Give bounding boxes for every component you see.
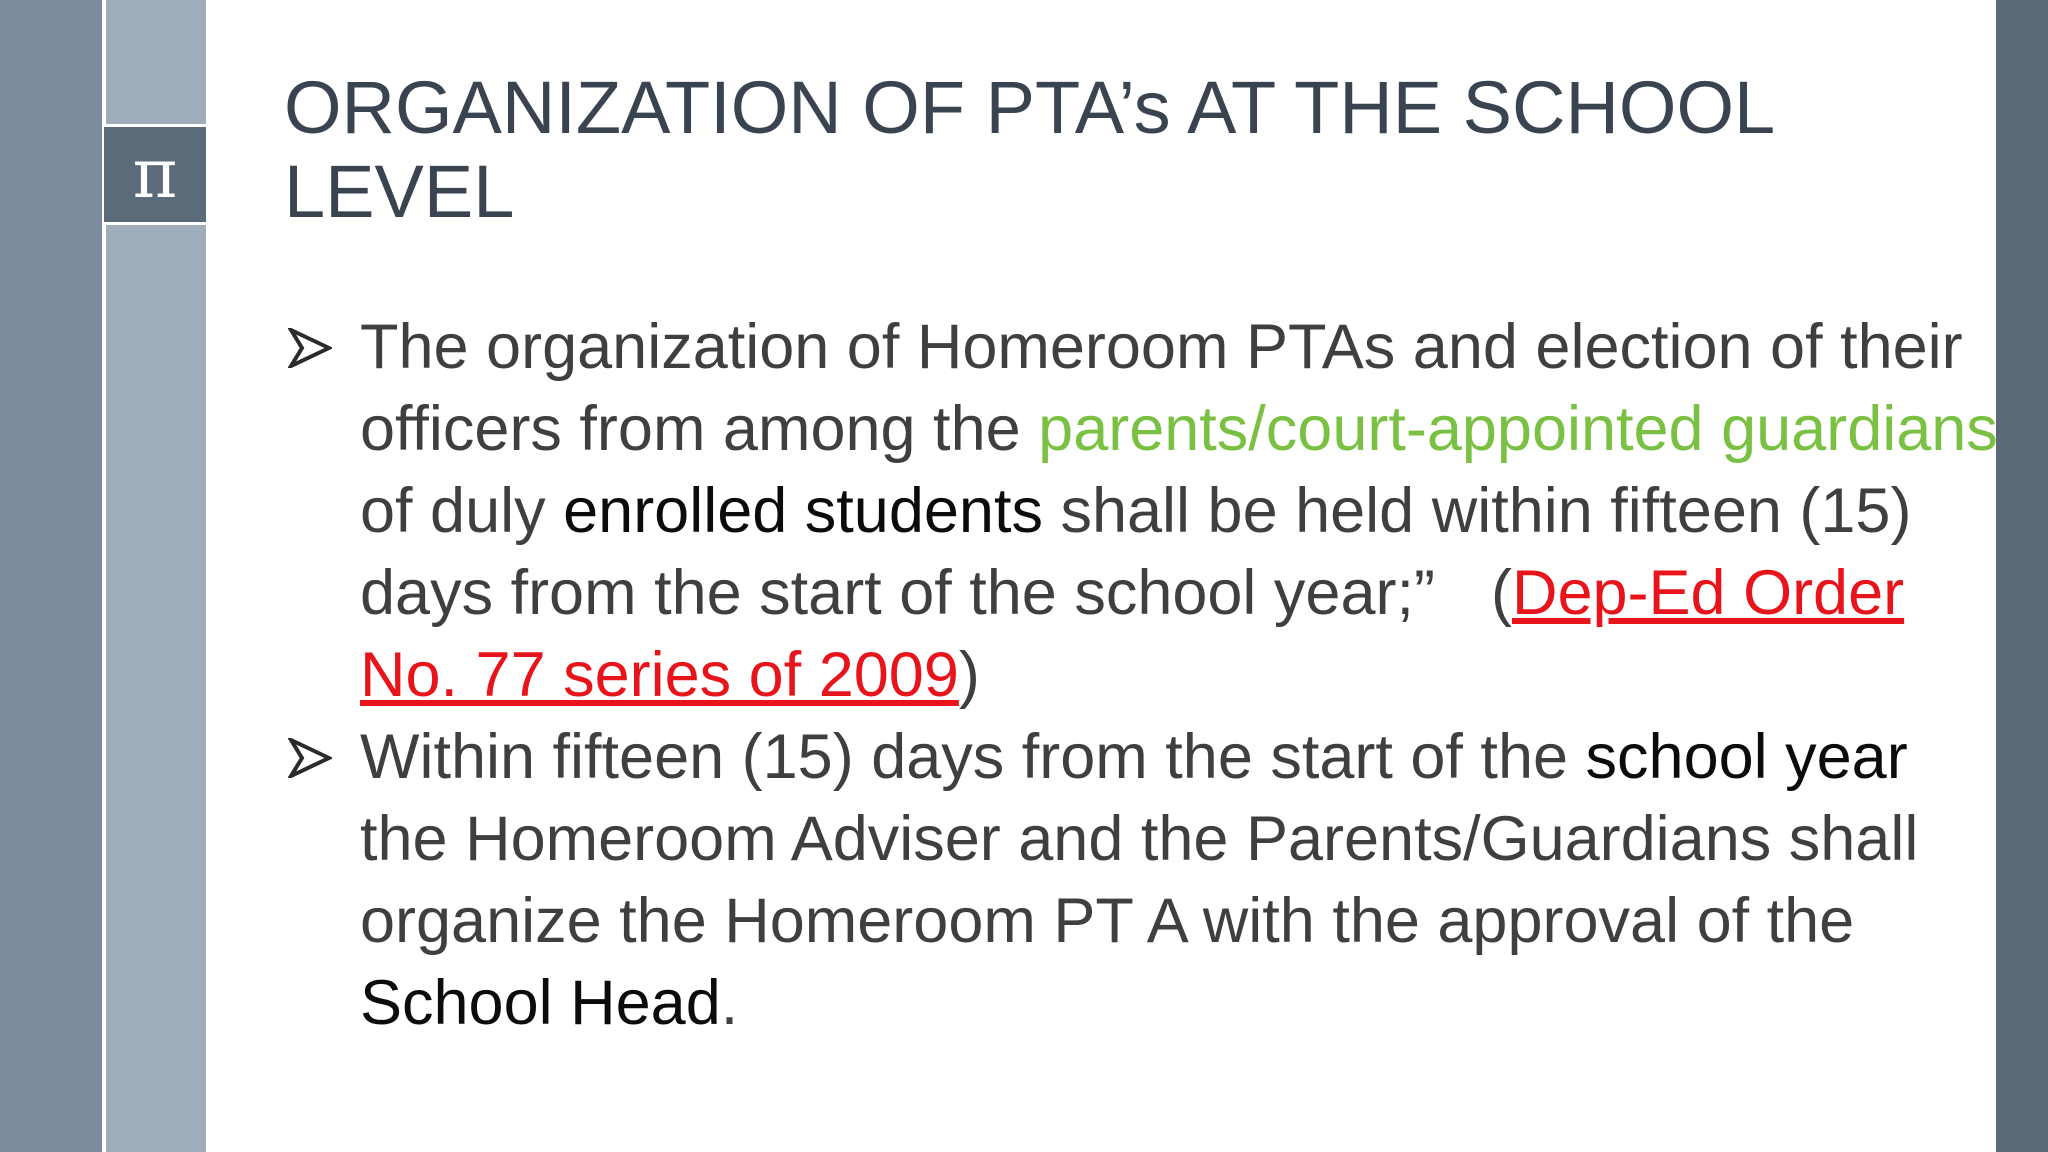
bullet-item-homeroom — [284, 716, 2000, 1044]
bullet-1-text-2: of duly — [360, 476, 564, 546]
bullet-2-text-3: . — [720, 968, 739, 1038]
arrow-bullet-icon — [284, 306, 338, 388]
parents-guardians-highlight: parents/court-appointed guardians — [1038, 394, 1998, 464]
paren-close: ) — [958, 640, 980, 710]
school-head-highlight: School Head — [360, 968, 721, 1038]
bullet-item-organization — [284, 306, 2000, 716]
pi-icon: π — [104, 124, 206, 225]
left-decorative-band — [0, 0, 102, 1152]
bullet-2-text-2: the Homeroom Adviser and the Parents/Guardians shall organize the Homeroom PT A with the approval of the — [360, 804, 1919, 956]
school-year-highlight: school year — [1585, 722, 1908, 792]
paren-open: ( — [1490, 558, 1512, 628]
deped-order-link[interactable]: Dep-Ed Order No. 77 series of 2009 — [360, 558, 1905, 710]
bullet-2-text-1: Within fifteen (15) days from the start of the — [360, 722, 1586, 792]
slide-title: ORGANIZATION OF PTA’s AT THE SCHOOL LEVEL — [284, 66, 1773, 233]
arrow-bullet-icon — [284, 716, 338, 798]
enrolled-students-highlight: enrolled students — [563, 476, 1043, 546]
right-decorative-band — [1996, 0, 2048, 1152]
bullet-1-text-1: The organization of Homeroom PTAs and election of their officers from among the — [360, 312, 1963, 464]
bullet-1-text-3: shall be held within fifteen (15) days from the start of the school year;” — [360, 476, 1912, 628]
bullet-list — [284, 306, 2000, 1044]
